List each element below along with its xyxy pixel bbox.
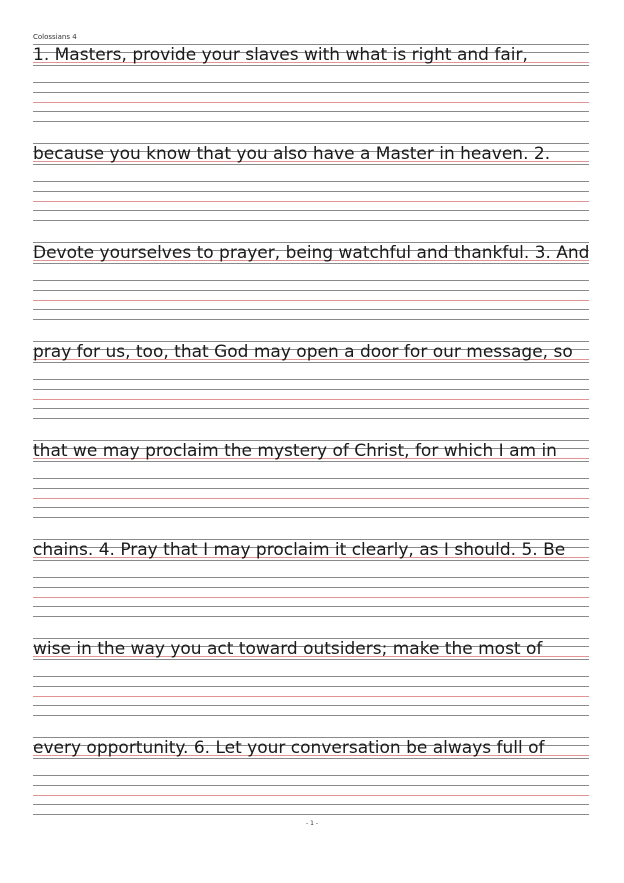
- page-number: - 1 -: [306, 820, 318, 827]
- copy-text-line-6: chains. 4. Pray that I may proclaim it clearly, as I should. 5. Be: [33, 540, 566, 560]
- copy-text-line-3: Devote yourselves to prayer, being watchful and thankful. 3. And: [33, 243, 590, 263]
- copy-text-line-1: 1. Masters, provide your slaves with what is right and fair,: [33, 45, 528, 65]
- copy-text-line-5: that we may proclaim the mystery of Christ, for which I am in: [33, 441, 557, 461]
- copy-text-line-8: every opportunity. 6. Let your conversation be always full of: [33, 738, 545, 758]
- copy-text-line-2: because you know that you also have a Master in heaven. 2.: [33, 144, 551, 164]
- copy-text-line-4: pray for us, too, that God may open a door for our message, so: [33, 342, 573, 362]
- book-chapter-label: Colossians 4: [33, 33, 77, 41]
- copy-text-line-7: wise in the way you act toward outsiders; make the most of: [33, 639, 543, 659]
